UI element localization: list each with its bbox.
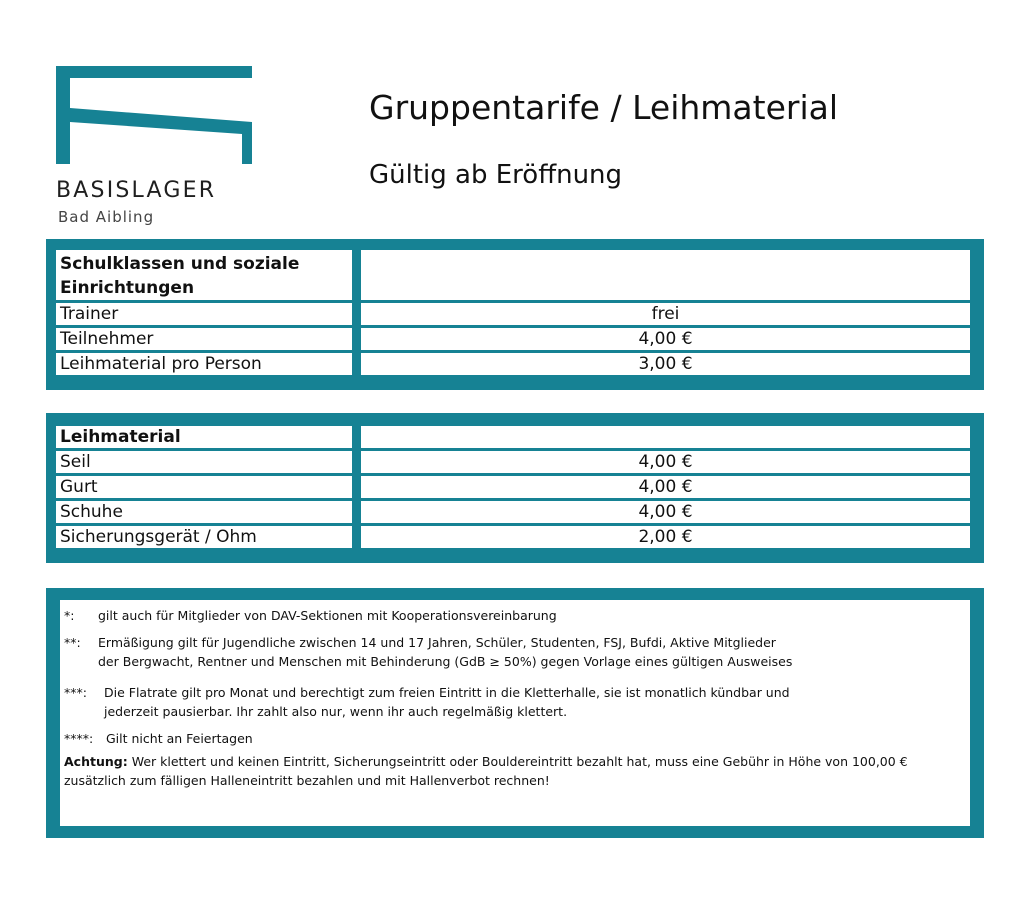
table-row-value: 2,00 € [361,526,970,548]
table-row-value: 4,00 € [361,476,970,498]
rental-heading: Leihmaterial [56,426,352,448]
logo [56,64,256,229]
table-row-label: Trainer [56,303,352,325]
page-title: Gruppentarife / Leihmaterial [369,88,839,127]
footnote-2 [64,633,970,671]
notes-box [60,600,970,826]
footnote-marker: ****: [64,731,94,746]
footnote-marker: ***: [64,685,87,700]
attention-text: Wer klettert und keinen Eintritt, Sicherungseintritt oder Bouldereintritt bezahlt hat, muss eine Gebühr in Höhe von 100,00 € zusätzlich zum fälligen Halleneintritt bezahlen und mit Hallenverbot rechnen! [64,754,908,788]
footnote-marker: **: [64,635,81,650]
attention-note [64,752,944,790]
group-rates-heading: Schulklassen und soziale Einrichtungen [56,250,352,300]
table-row-label: Schuhe [56,501,352,523]
rental-panel [46,413,984,563]
table-row-value: 3,00 € [361,353,970,375]
footnote-marker: *: [64,608,75,623]
footnote-4 [64,729,970,748]
table-row-value: 4,00 € [361,501,970,523]
table-row-value: 4,00 € [361,328,970,350]
group-rates-table [56,250,970,378]
footnote-1 [64,606,970,625]
footnote-text: gilt auch für Mitglieder von DAV-Sektionen mit Kooperationsvereinbarung [98,608,557,623]
brand-location: Bad Aibling [58,208,155,226]
table-row-value: 4,00 € [361,451,970,473]
footnote-text: Die Flatrate gilt pro Monat und berechtigt zum freien Eintritt in die Kletterhalle, sie ist monatlich kündbar und jederzeit pausierbar. Ihr zahlt also nur, wenn ihr auch regelmäßig klettert. [104,685,790,719]
basislager-logo-mark [56,64,256,174]
footnote-text: Gilt nicht an Feiertagen [106,731,253,746]
footnote-3 [64,683,970,721]
rental-table [56,426,970,551]
table-row-label: Sicherungsgerät / Ohm [56,526,352,548]
footnote-text: Ermäßigung gilt für Jugendliche zwischen 14 und 17 Jahren, Schüler, Studenten, FSJ, Bufdi, Aktive Mitglieder der Bergwacht, Rentner und Menschen mit Behinderung (GdB ≥ 50%) gegen Vorlage eines gültigen Ausweises [98,635,793,669]
rental-heading-value [361,426,970,448]
brand-name: BASISLAGER [56,178,217,203]
group-rates-panel [46,239,984,390]
table-row-label: Seil [56,451,352,473]
table-row-label: Leihmaterial pro Person [56,353,352,375]
group-rates-heading-value [361,250,970,300]
notes-panel [46,588,984,838]
table-row-value: frei [361,303,970,325]
table-row-label: Gurt [56,476,352,498]
page-subtitle: Gültig ab Eröffnung [369,160,623,190]
table-row-label: Teilnehmer [56,328,352,350]
attention-label: Achtung: [64,754,128,769]
